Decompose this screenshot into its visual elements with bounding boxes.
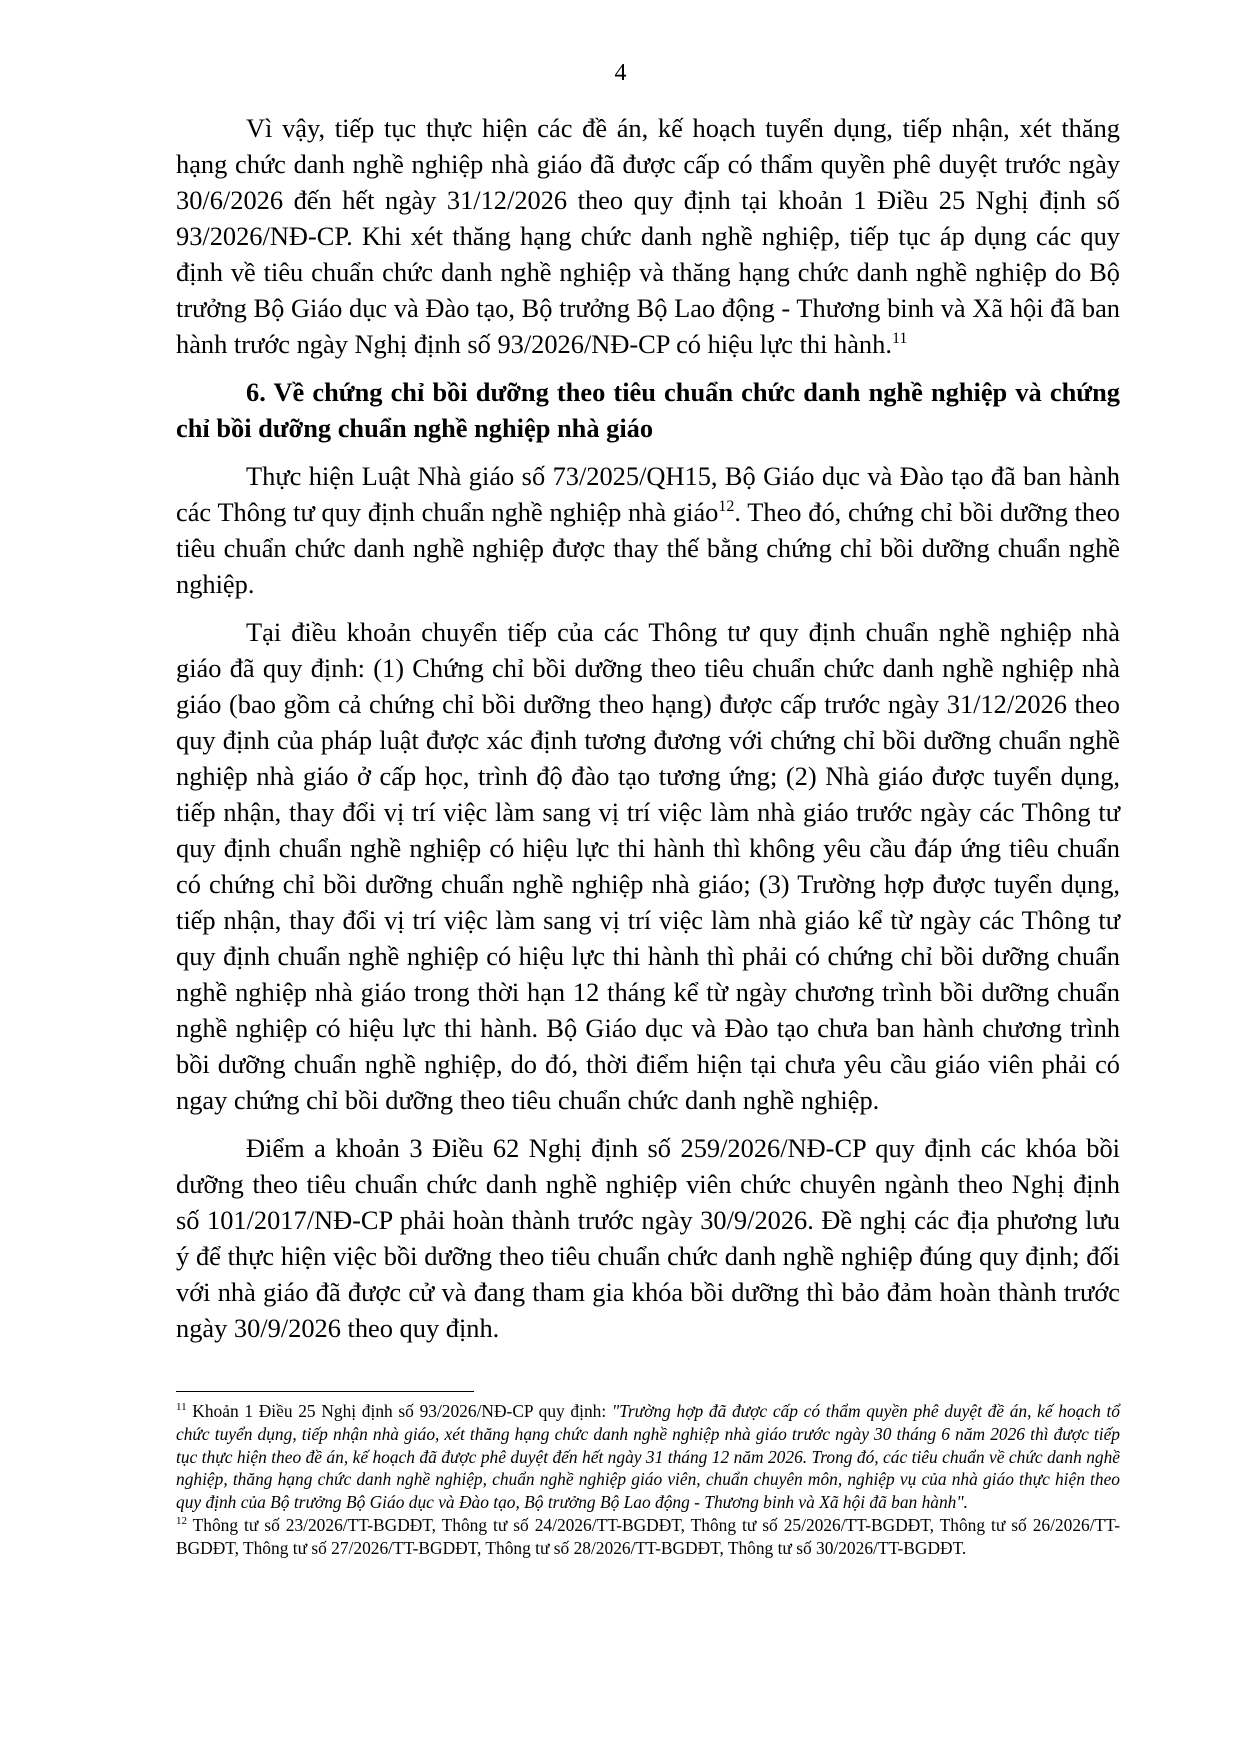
footnote-lead: Thông tư số 23/2026/TT-BGDĐT, Thông tư số 24/2026/TT-BGDĐT, Thông tư số 25/2026/TT-BGDĐT, Thông tư số 26/2026/TT-BGDĐT, Thông tư số 27/2026/TT-BGDĐT, Thông tư số 28/2026/TT-BGDĐT, Thông tư số 30/2026/TT-BGDĐT. <box>176 1514 1120 1558</box>
paragraph-decree-259: Điểm a khoản 3 Điều 62 Nghị định số 259/2026/NĐ-CP quy định các khóa bồi dưỡng theo tiêu chuẩn chức danh nghề nghiệp viên chức chuyên ngành theo Nghị định số 101/2017/NĐ-CP phải hoàn thành trước ngày 30/9/2026. Đề nghị các địa phương lưu ý để thực hiện việc bồi dưỡng theo tiêu chuẩn chức danh nghề nghiệp đúng quy định; đối với nhà giáo đã được cử và đang tham gia khóa bồi dưỡng thì bảo đảm hoàn thành trước ngày 30/9/2026 theo quy định. <box>176 1133 1120 1343</box>
footnote-11 <box>176 1400 1120 1514</box>
footnote-ref[interactable]: 12 <box>718 498 735 516</box>
paragraph-teacher-law <box>176 458 1120 602</box>
footnote-12 <box>176 1514 1120 1560</box>
paragraph-text: . Theo đó, chứng chỉ bồi dưỡng theo tiêu chuẩn chức danh nghề nghiệp được thay thế bằng chứng chỉ bồi dưỡng chuẩn nghề nghiệp. <box>176 497 1120 599</box>
paragraph-text: Thực hiện Luật Nhà giáo số 73/2025/QH15, Bộ Giáo dục và Đào tạo đã ban hành các Thông tư quy định chuẩn nghề nghiệp nhà giáo <box>176 461 1120 527</box>
footnote-number: 11 <box>176 1401 187 1414</box>
footnote-divider <box>176 1391 474 1392</box>
page-number: 4 <box>614 60 627 86</box>
paragraph-transition-rules <box>176 110 1120 362</box>
paragraph-transition-clauses: Tại điều khoản chuyển tiếp của các Thông tư quy định chuẩn nghề nghiệp nhà giáo đã quy định: (1) Chứng chỉ bồi dưỡng theo tiêu chuẩn chức danh nghề nghiệp nhà giáo (bao gồm cả chứng chỉ bồi dưỡng theo hạng) được cấp trước ngày 31/12/2026 theo quy định của pháp luật được xác định tương đương với chứng chỉ bồi dưỡng chuẩn nghề nghiệp nhà giáo ở cấp học, trình độ đào tạo tương ứng; (2) Nhà giáo được tuyển dụng, tiếp nhận, thay đổi vị trí việc làm sang vị trí việc làm nhà giáo trước ngày các Thông tư quy định chuẩn nghề nghiệp có hiệu lực thi hành thì không yêu cầu đáp ứng tiêu chuẩn có chứng chỉ bồi dưỡng chuẩn nghề nghiệp nhà giáo; (3) Trường hợp được tuyển dụng, tiếp nhận, thay đổi vị trí việc làm sang vị trí việc làm nhà giáo kể từ ngày các Thông tư quy định chuẩn nghề nghiệp có hiệu lực thi hành thì phải có chứng chỉ bồi dưỡng chuẩn nghề nghiệp nhà giáo trong thời hạn 12 tháng kể từ ngày chương trình bồi dưỡng chuẩn nghề nghiệp có hiệu lực thi hành. Bộ Giáo dục và Đào tạo chưa ban hành chương trình bồi dưỡng chuẩn nghề nghiệp, do đó, thời điểm hiện tại chưa yêu cầu giáo viên phải có ngay chứng chỉ bồi dưỡng theo tiêu chuẩn chức danh nghề nghiệp. <box>176 617 1120 1115</box>
footnote-number: 12 <box>176 1515 187 1528</box>
footnotes <box>176 1400 1120 1560</box>
footnote-quote: "Trường hợp đã được cấp có thẩm quyền phê duyệt đề án, kế hoạch tổ chức tuyển dụng, tiếp nhận nhà giáo, xét thăng hạng chức danh nghề nghiệp nhà giáo trước ngày 30 tháng 6 năm 2026 thì được tiếp tục thực hiện theo đề án, kế hoạch đã được phê duyệt đến hết ngày 31 tháng 12 năm 2026. Trong đó, các tiêu chuẩn về chức danh nghề nghiệp, thăng hạng chức danh nghề nghiệp, chuẩn nghề nghiệp giáo viên, chuẩn chuyên môn, nghiệp vụ của nhà giáo thực hiện theo quy định của Bộ trưởng Bộ Giáo dục và Đào tạo, Bộ trưởng Bộ Lao động - Thương binh và Xã hội đã ban hành". <box>176 1401 1121 1513</box>
paragraph-text: Vì vậy, tiếp tục thực hiện các đề án, kế hoạch tuyển dụng, tiếp nhận, xét thăng hạng chức danh nghề nghiệp nhà giáo đã được cấp có thẩm quyền phê duyệt trước ngày 30/6/2026 đến hết ngày 31/12/2026 theo quy định tại khoản 1 Điều 25 Nghị định số 93/2026/NĐ-CP. Khi xét thăng hạng chức danh nghề nghiệp, tiếp tục áp dụng các quy định về tiêu chuẩn chức danh nghề nghiệp và thăng hạng chức danh nghề nghiệp do Bộ trưởng Bộ Giáo dục và Đào tạo, Bộ trưởng Bộ Lao động - Thương binh và Xã hội đã ban hành trước ngày Nghị định số 93/2026/NĐ-CP có hiệu lực thi hành. <box>176 113 1120 359</box>
document-body <box>176 110 1120 1358</box>
footnote-lead: Khoản 1 Điều 25 Nghị định số 93/2026/NĐ-CP quy định: <box>186 1401 612 1421</box>
section-heading: 6. Về chứng chỉ bồi dưỡng theo tiêu chuẩn chức danh nghề nghiệp và chứng chỉ bồi dưỡng chuẩn nghề nghiệp nhà giáo <box>176 377 1120 443</box>
footnote-ref[interactable]: 11 <box>891 330 908 348</box>
